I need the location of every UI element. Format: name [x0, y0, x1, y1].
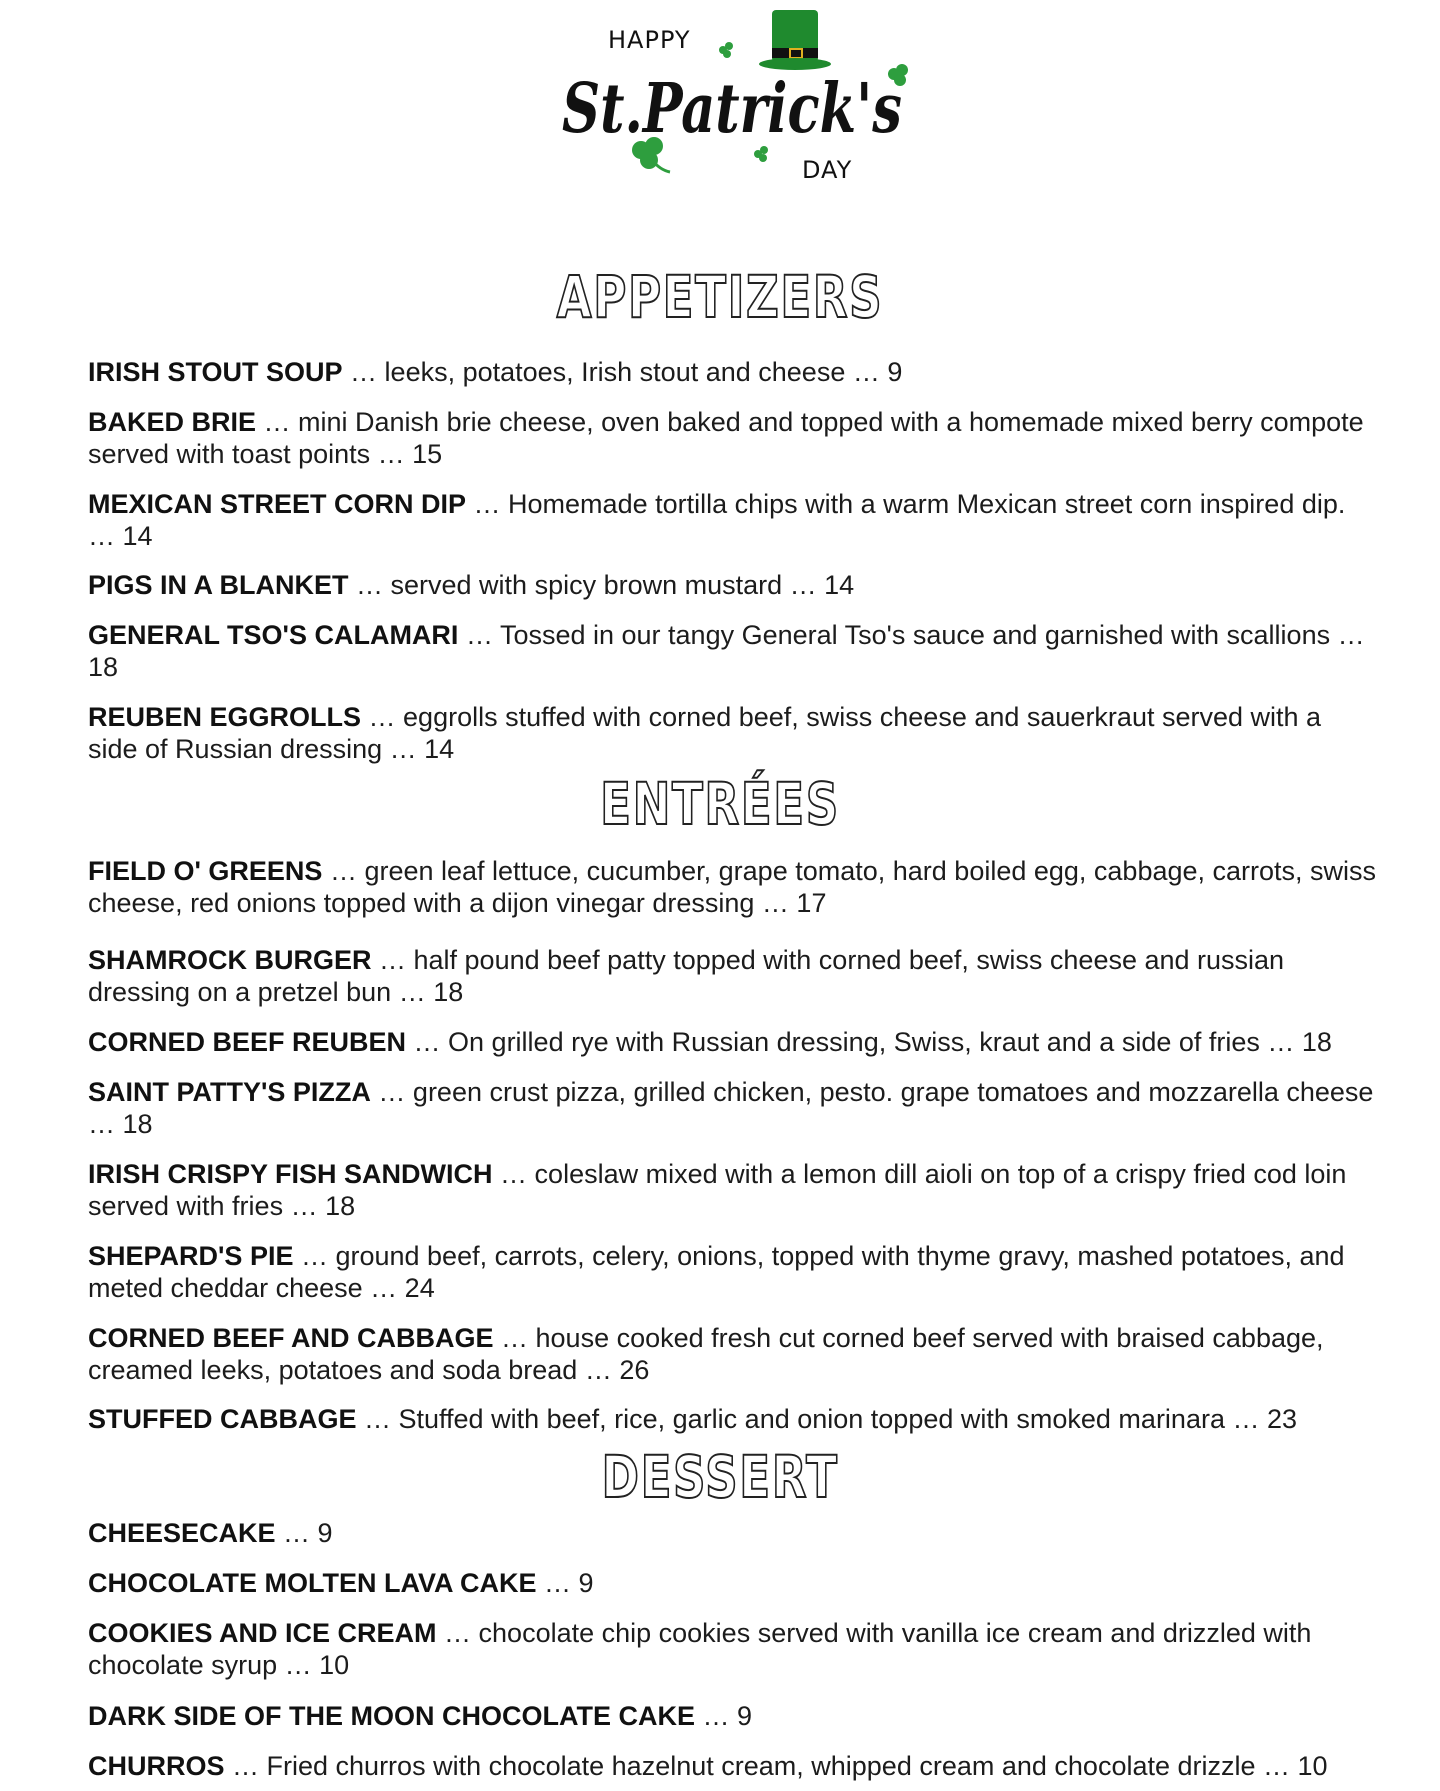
- item-name: SHEPARD'S PIE: [88, 1241, 294, 1271]
- item-description: … leeks, potatoes, Irish stout and cheese … 9: [342, 357, 903, 387]
- item-name: CHEESECAKE: [88, 1518, 276, 1548]
- item-description: … Stuffed with beef, rice, garlic and onion topped with smoked marinara … 23: [356, 1404, 1298, 1434]
- st-patricks-logo: [540, 0, 920, 200]
- menu-item: [88, 1517, 1378, 1549]
- section-title-appetizers: APPETIZERS: [556, 263, 884, 331]
- item-description: … green leaf lettuce, cucumber, grape tomato, hard boiled egg, cabbage, carrots, swiss cheese, red onions topped with a dijon vinegar dressing … 17: [88, 856, 1377, 918]
- item-description: … house cooked fresh cut corned beef served with braised cabbage, creamed leeks, potatoes and soda bread … 26: [88, 1323, 1324, 1385]
- item-name: CORNED BEEF AND CABBAGE: [88, 1323, 494, 1353]
- item-description: … 9: [275, 1518, 333, 1548]
- section-title-entrees: ENTRÉES: [600, 770, 840, 838]
- item-description: … On grilled rye with Russian dressing, Swiss, kraut and a side of fries … 18: [406, 1027, 1332, 1057]
- menu-item: [88, 1700, 1378, 1732]
- item-name: BAKED BRIE: [88, 407, 257, 437]
- logo-day: DAY: [802, 156, 853, 184]
- menu-item: [88, 1158, 1378, 1222]
- item-description: … Homemade tortilla chips with a warm Mexican street corn inspired dip. … 14: [88, 489, 1346, 551]
- menu-item: [88, 1076, 1378, 1140]
- item-name: DARK SIDE OF THE MOON CHOCOLATE CAKE: [88, 1701, 695, 1731]
- item-name: COOKIES AND ICE CREAM: [88, 1618, 437, 1648]
- leprechaun-hat-icon: [759, 10, 831, 70]
- item-description: … 9: [536, 1568, 594, 1598]
- menu-item: [88, 1403, 1378, 1435]
- item-description: … coleslaw mixed with a lemon dill aioli on top of a crispy fried cod loin served with fries … 18: [88, 1159, 1347, 1221]
- item-name: IRISH CRISPY FISH SANDWICH: [88, 1159, 493, 1189]
- item-name: CHOCOLATE MOLTEN LAVA CAKE: [88, 1568, 537, 1598]
- menu-item: [88, 488, 1378, 552]
- menu-item: [88, 1240, 1378, 1304]
- menu-item: [88, 701, 1378, 765]
- menu-item: [88, 1750, 1378, 1782]
- item-description: … eggrolls stuffed with corned beef, swiss cheese and sauerkraut served with a side of Russian dressing … 14: [88, 702, 1322, 764]
- menu-item: [88, 406, 1378, 470]
- menu-item: [88, 1567, 1378, 1599]
- item-name: MEXICAN STREET CORN DIP: [88, 489, 467, 519]
- menu-item: [88, 855, 1378, 919]
- item-name: SHAMROCK BURGER: [88, 945, 372, 975]
- item-description: … 9: [695, 1701, 753, 1731]
- item-name: FIELD O' GREENS: [88, 856, 323, 886]
- st-patricks-logo-art: [540, 0, 920, 200]
- menu-item: [88, 1617, 1378, 1681]
- logo-script: St.Patrick's: [562, 69, 902, 149]
- item-description: … green crust pizza, grilled chicken, pesto. grape tomatoes and mozzarella cheese … 18: [88, 1077, 1374, 1139]
- item-description: … half pound beef patty topped with corned beef, swiss cheese and russian dressing on a pretzel bun … 18: [88, 945, 1285, 1007]
- item-description: … Fried churros with chocolate hazelnut cream, whipped cream and chocolate drizzle … 10: [224, 1751, 1328, 1781]
- item-name: PIGS IN A BLANKET: [88, 570, 349, 600]
- item-name: SAINT PATTY'S PIZZA: [88, 1077, 371, 1107]
- item-name: CHURROS: [88, 1751, 225, 1781]
- menu-item: [88, 944, 1378, 1008]
- item-description: … chocolate chip cookies served with vanilla ice cream and drizzled with chocolate syrup … 10: [88, 1618, 1312, 1680]
- item-description: … Tossed in our tangy General Tso's sauce and garnished with scallions … 18: [88, 620, 1365, 682]
- menu-item: [88, 1322, 1378, 1386]
- menu-item: [88, 569, 1378, 601]
- item-description: … ground beef, carrots, celery, onions, topped with thyme gravy, mashed potatoes, and meted cheddar cheese … 24: [88, 1241, 1345, 1303]
- item-description: … mini Danish brie cheese, oven baked and topped with a homemade mixed berry compote served with toast points … 15: [88, 407, 1364, 469]
- menu-item: [88, 356, 1378, 388]
- logo-happy: HAPPY: [608, 26, 691, 54]
- item-name: IRISH STOUT SOUP: [88, 357, 343, 387]
- section-title-dessert: DESSERT: [601, 1443, 839, 1511]
- item-name: STUFFED CABBAGE: [88, 1404, 357, 1434]
- item-name: GENERAL TSO'S CALAMARI: [88, 620, 459, 650]
- item-description: … served with spicy brown mustard … 14: [348, 570, 855, 600]
- menu-item: [88, 619, 1378, 683]
- item-name: REUBEN EGGROLLS: [88, 702, 362, 732]
- item-name: CORNED BEEF REUBEN: [88, 1027, 407, 1057]
- menu-item: [88, 1026, 1378, 1058]
